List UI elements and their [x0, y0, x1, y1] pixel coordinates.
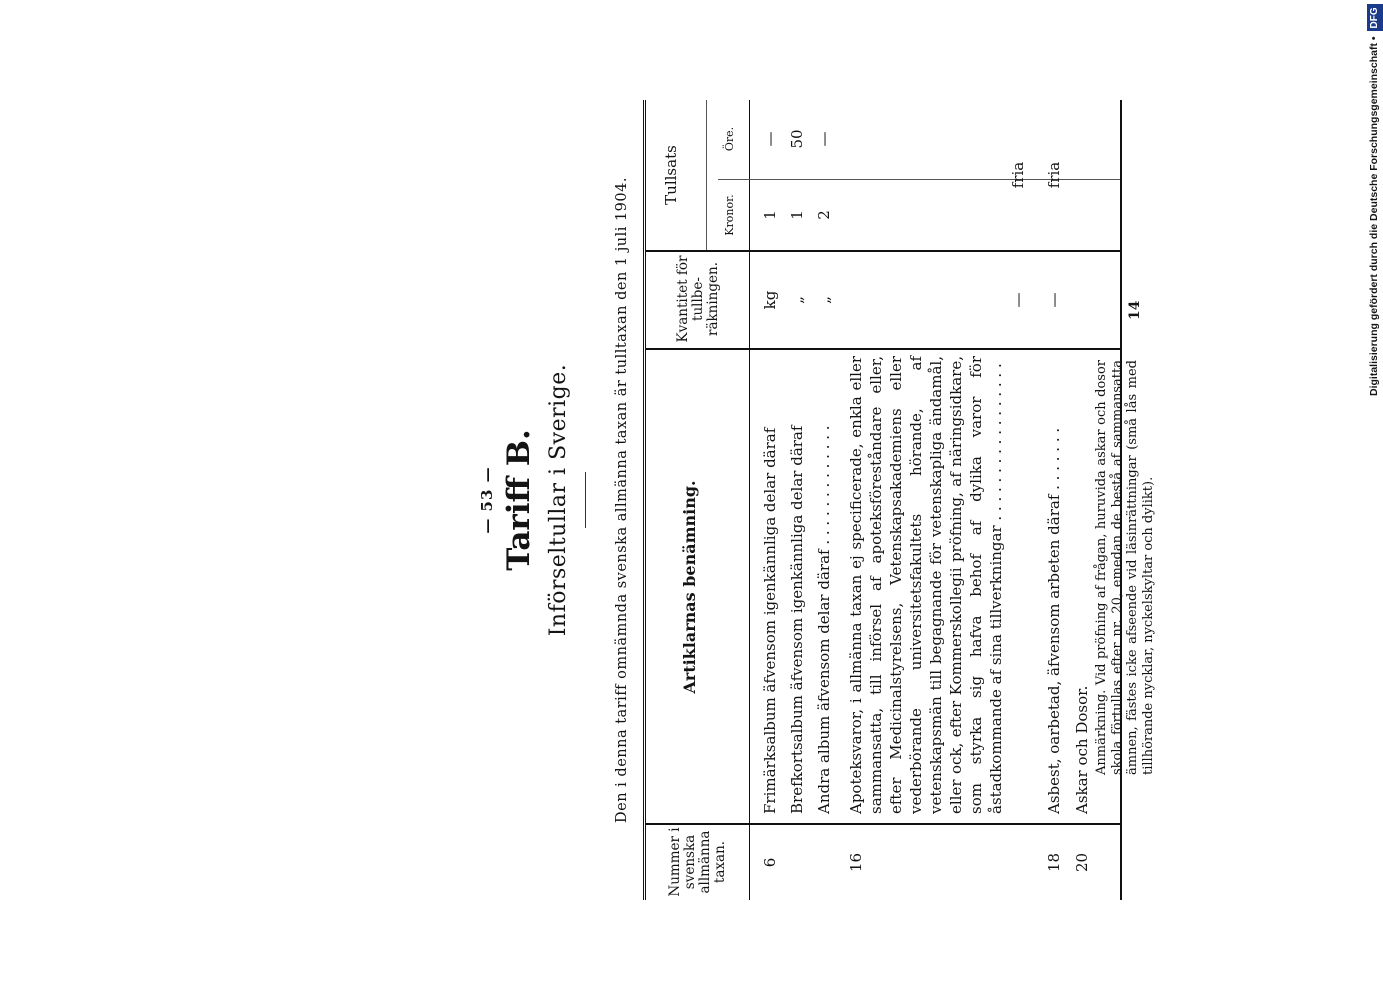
- row-quantity: kg: [761, 290, 779, 310]
- row-kronor: fria: [1045, 161, 1063, 189]
- header-bottom-rule: [749, 100, 750, 900]
- row-article: Asbest, oarbetad, äfvensom arbeten däraf . . . . . . .: [1045, 427, 1063, 814]
- row-kronor: fria: [1009, 161, 1027, 189]
- page-subtitle: Införseltullar i Sverige.: [546, 363, 571, 637]
- header-rate: Tullsats: [662, 145, 680, 205]
- row-quantity: „: [788, 296, 806, 304]
- header-quantity: Kvantitet för tullbe- räkningen.: [675, 255, 721, 343]
- page-number: — 53 —: [478, 466, 496, 534]
- row-article: Brefkortsalbum äfvensom igenkännliga delar däraf: [788, 425, 806, 814]
- header-article: Artiklarnas benämning.: [680, 480, 699, 694]
- intro-text: Den i denna tariff omnämnda svenska allmänna taxan är tulltaxan den 1 juli 1904.: [614, 177, 630, 823]
- table-note: Anmärkning. Vid pröfning af frågan, huruvida askar och dosor skola förtullas efter nr. 20, emedan de bestå af sammansatta ämnen, fästes icke afseende vid läsinrättningar (små lås med tillhörande nycklar, nyckelskyltar och dylikt).: [1094, 360, 1156, 775]
- row-number: 16: [847, 852, 865, 873]
- row-kronor: 1: [788, 210, 806, 220]
- row-number: 20: [1073, 852, 1091, 873]
- row-article: Frimärksalbum äfvensom igenkännliga delar däraf: [761, 427, 779, 814]
- dfg-logo: DFG: [1367, 4, 1383, 31]
- row-ore: —: [815, 131, 833, 147]
- row-number: 6: [761, 857, 779, 868]
- title-divider: [585, 472, 586, 528]
- rotated-page: [478, 100, 1156, 900]
- header-number: Nummer i svenska allmänna taxan.: [667, 827, 728, 897]
- row-quantity: —: [1045, 292, 1063, 308]
- header-kronor: Kronor.: [723, 194, 736, 236]
- row-quantity: —: [1009, 292, 1027, 308]
- credit-text: Digitalisierung gefördert durch die Deutsche Forschungsgemeinschaft •: [1368, 36, 1380, 396]
- rate-subheader-rule: [706, 100, 707, 250]
- row-ore: 50: [788, 129, 806, 149]
- column-divider-article: [646, 348, 1120, 350]
- row-number: 18: [1045, 852, 1063, 873]
- footer-number: 14: [1127, 300, 1143, 320]
- row-article: Apoteksvaror, i allmänna taxan ej specificerade, enkla eller sammansatta, till införsel af apoteksföreståndare eller, efter Medicinalstyrelsens, Vetenskapsakademiens eller vederbörande universitetsfakultets hörande, af vetenskapsmän till begagnande för vetenskapliga ändamål, eller ock, efter Kommerskollegii pröfning, af näringsidkare, som styrka sig hafva behof af dylika varor för åstadkommande af sina tillverkningar . . . . . . . . . . . . . . . . .: [847, 356, 1005, 814]
- row-kronor: 1: [761, 210, 779, 220]
- row-ore: —: [761, 131, 779, 147]
- tariff-table: [643, 100, 1122, 900]
- row-kronor: 2: [815, 210, 833, 220]
- digitization-credit: [1366, 6, 1382, 396]
- row-quantity: „: [815, 296, 833, 304]
- row-article: Askar och Dosor.: [1073, 685, 1091, 814]
- page-title: Tariff B.: [501, 429, 537, 571]
- header-ore: Öre.: [723, 126, 736, 152]
- row-article: Andra album äfvensom delar däraf . . . . . . . . . . . . .: [815, 425, 833, 814]
